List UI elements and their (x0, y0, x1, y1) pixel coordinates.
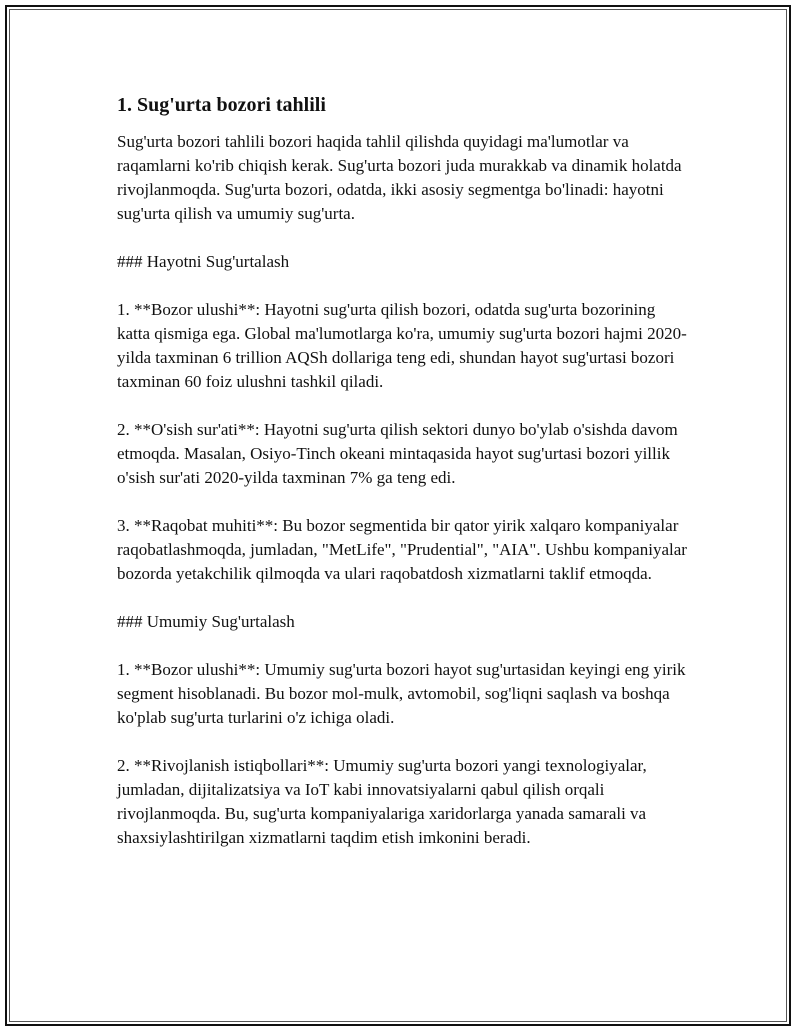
paragraph-gap (117, 274, 687, 298)
paragraph-gap (117, 394, 687, 418)
paragraph-gap (117, 634, 687, 658)
life-competition-paragraph: 3. **Raqobat muhiti**: Bu bozor segmentida bir qator yirik xalqaro kompaniyalar raqobatlashmoqda, jumladan, "MetLife", "Prudential", "AIA". Ushbu kompaniyalar bozorda yetakchilik qilmoqda va ulari raqobatdosh xizmatlarni taklif etmoqda. (117, 516, 687, 583)
section-heading-general-insurance: ### Umumiy Sug'urtalash (117, 612, 295, 631)
document-title: 1. Sug'urta bozori tahlili (117, 94, 326, 116)
document-body (117, 92, 687, 850)
general-development-paragraph: 2. **Rivojlanish istiqbollari**: Umumiy sug'urta bozori yangi texnologiyalar, jumladan, dijitalizatsiya va IoT kabi innovatsiyalarni qabul qilish orqali rivojlanmoqda. Bu, sug'urta kompaniyalariga xaridorlarga yanada samarali va shaxsiylashtirilgan xizmatlarni taqdim etish imkonini beradi. (117, 756, 647, 847)
general-market-share-paragraph: 1. **Bozor ulushi**: Umumiy sug'urta bozori hayot sug'urtasidan keyingi eng yirik segment hisoblanadi. Bu bozor mol-mulk, avtomobil, sog'liqni saqlash va boshqa ko'plab sug'urta turlarini o'z ichiga oladi. (117, 660, 686, 727)
paragraph-gap (117, 226, 687, 250)
life-market-share-paragraph: 1. **Bozor ulushi**: Hayotni sug'urta qilish bozori, odatda sug'urta bozorining katta qismiga ega. Global ma'lumotlarga ko'ra, umumiy sug'urta bozori hajmi 2020-yilda taxminan 6 trillion AQSh dollariga teng edi, shundan hayot sug'urtasi bozori taxminan 60 foiz ulushni tashkil qiladi. (117, 300, 687, 391)
paragraph-gap (117, 586, 687, 610)
section-heading-life-insurance: ### Hayotni Sug'urtalash (117, 252, 290, 271)
paragraph-gap (117, 490, 687, 514)
paragraph-gap (117, 730, 687, 754)
life-growth-rate-paragraph: 2. **O'sish sur'ati**: Hayotni sug'urta qilish sektori dunyo bo'ylab o'sishda davom etmoqda. Masalan, Osiyo-Tinch okeani mintaqasida hayot sug'urtasi bozori yillik o'sish sur'ati 2020-yilda taxminan 7% ga teng edi. (117, 420, 678, 487)
intro-paragraph: Sug'urta bozori tahlili bozori haqida tahlil qilishda quyidagi ma'lumotlar va raqamlarni ko'rib chiqish kerak. Sug'urta bozori juda murakkab va dinamik holatda rivojlanmoqda. Sug'urta bozori, odatda, ikki asosiy segmentga bo'linadi: hayotni sug'urta qilish va umumiy sug'urta. (117, 132, 682, 223)
